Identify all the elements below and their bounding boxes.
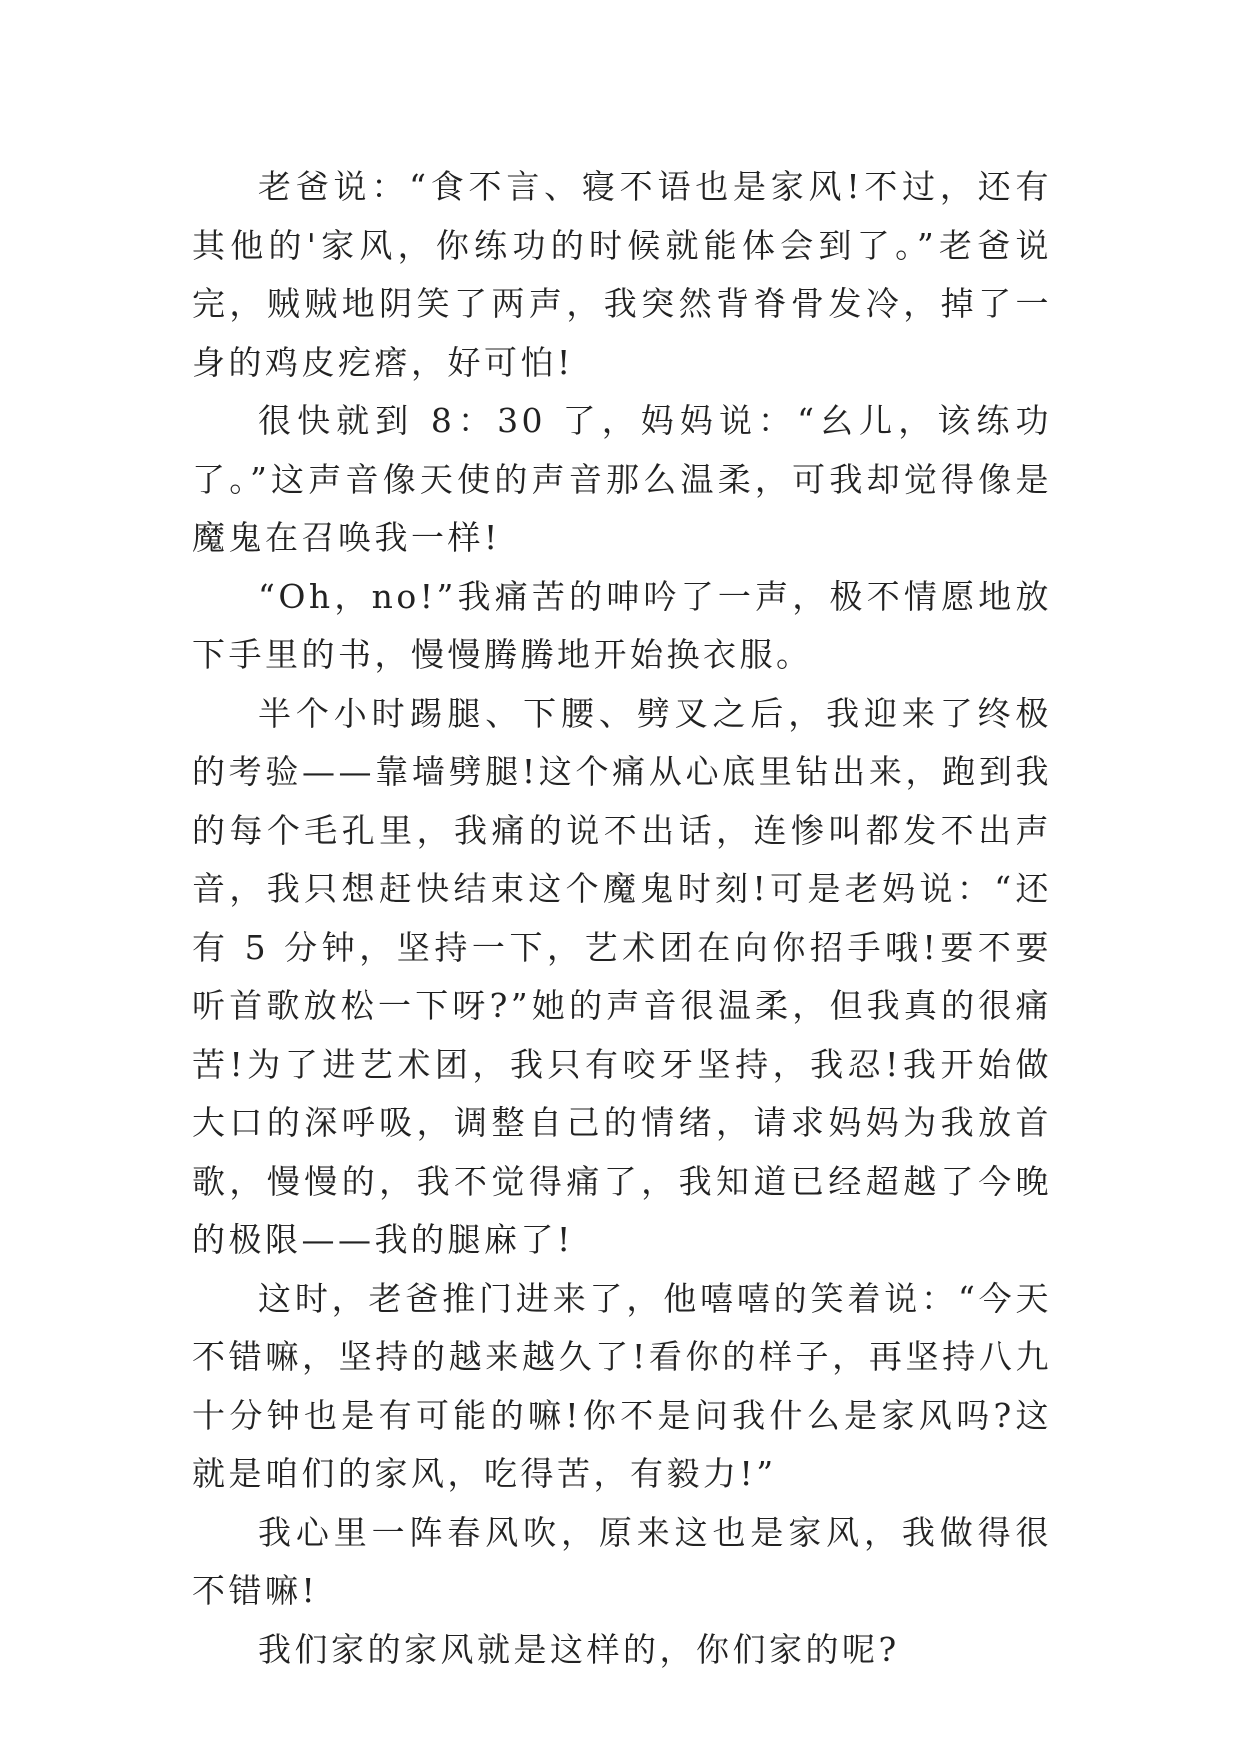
paragraph-5: 这时，老爸推门进来了，他嘻嘻的笑着说：“今天不错嘛，坚持的越来越久了!看你的样子，再坚持八九十分钟也是有可能的嘛!你不是问我什么是家风吗?这就是咱们的家风，吃得苦，有毅力!” bbox=[192, 1278, 1052, 1493]
paragraph-6: 我心里一阵春风吹，原来这也是家风，我做得很不错嘛! bbox=[192, 1512, 1052, 1610]
paragraph-3: “Oh，no!”我痛苦的呻吟了一声，极不情愿地放下手里的书，慢慢腾腾地开始换衣服。 bbox=[192, 576, 1052, 674]
paragraph-1: 老爸说：“食不言、寝不语也是家风!不过，还有其他的'家风，你练功的时候就能体会到了。”老爸说完，贼贼地阴笑了两声，我突然背脊骨发冷，掉了一身的鸡皮疙瘩，好可怕! bbox=[192, 167, 1052, 382]
paragraph-7: 我们家的家风就是这样的，你们家的呢? bbox=[258, 1629, 900, 1669]
paragraph-2: 很快就到 8：30 了，妈妈说：“幺儿，该练功了。”这声音像天使的声音那么温柔，可我却觉得像是魔鬼在召唤我一样! bbox=[192, 401, 1052, 557]
paragraph-4: 半个小时踢腿、下腰、劈叉之后，我迎来了终极的考验——靠墙劈腿!这个痛从心底里钻出来，跑到我的每个毛孔里，我痛的说不出话，连惨叫都发不出声音，我只想赶快结束这个魔鬼时刻!可是老妈说：“还有 5 分钟，坚持一下，艺术团在向你招手哦!要不要听首歌放松一下呀?”她的声音很温柔，但我真的很痛苦!为了进艺术团，我只有咬牙坚持，我忍!我开始做大口的深呼吸，调整自己的情绪，请求妈妈为我放首歌，慢慢的，我不觉得痛了，我知道已经超越了今晚的极限——我的腿麻了! bbox=[192, 693, 1052, 1259]
document-body bbox=[192, 158, 1052, 1679]
